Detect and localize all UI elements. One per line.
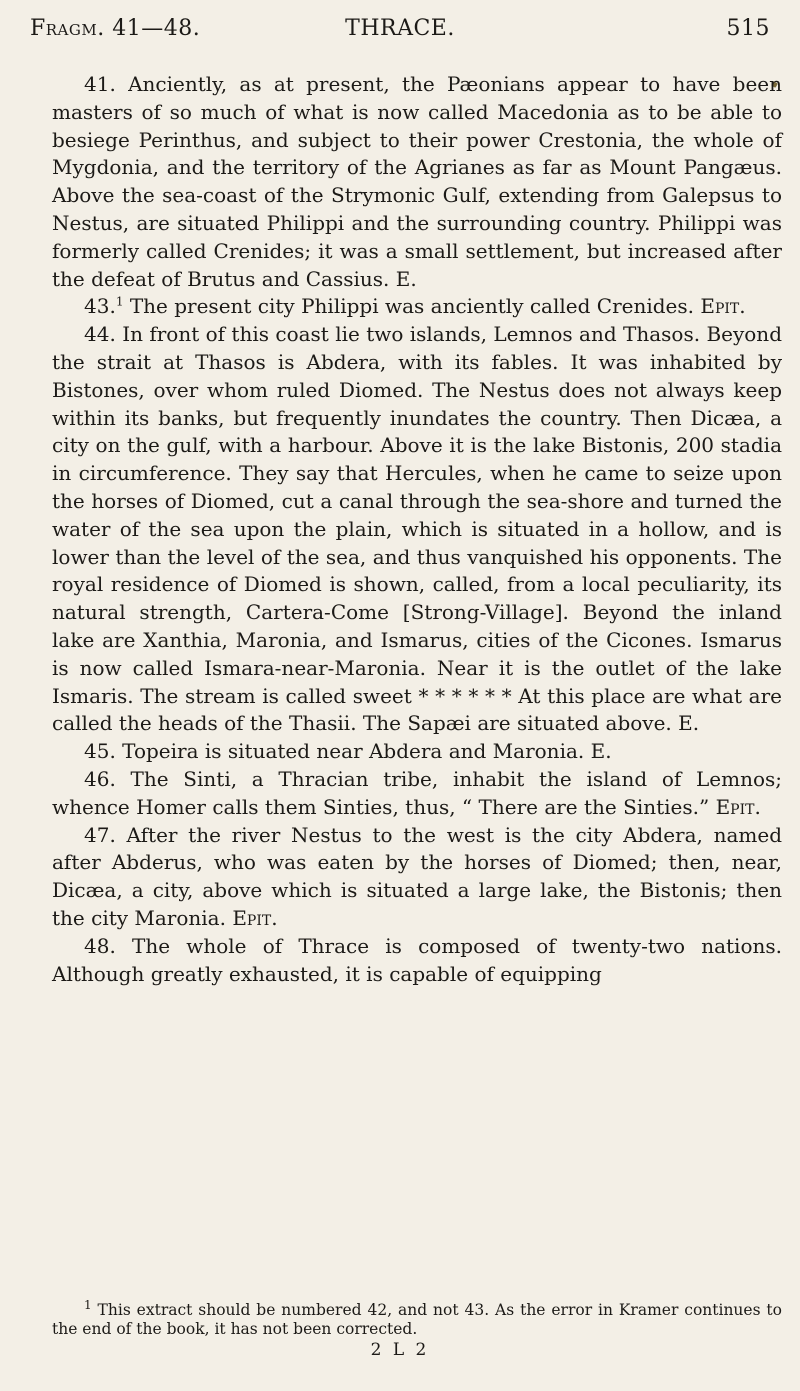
paragraph-number: 47. [84, 822, 116, 847]
paragraph-number: 43. [84, 294, 116, 319]
paragraph-text: The Sinti, a Thracian tribe, inhabit the island of Lemnos; whence Homer calls them Sinties, thus, “ There are the Sinties.” [52, 766, 783, 819]
paragraph-number: 48. [84, 933, 116, 958]
epitome-tag: Epit. [715, 794, 761, 819]
paragraph-45 [52, 738, 782, 766]
footnote-marker: 1 [84, 1297, 92, 1312]
paragraph-text: The present city Philippi was anciently called Crenides. [129, 294, 695, 319]
paragraph-48 [52, 933, 782, 989]
epitome-tag: Epit. [700, 294, 746, 319]
paragraph-number: 44. [84, 322, 116, 347]
paragraph-text: The whole of Thrace is composed of twenty-two nations. Although greatly exhausted, it is capable of equipping [52, 933, 782, 986]
page-number: 515 [726, 16, 770, 41]
main-text [52, 71, 782, 988]
paragraph-46 [52, 766, 782, 822]
header-title: THRACE. [345, 16, 455, 41]
footnote-reference: 1 [115, 294, 124, 309]
paragraph-number: 46. [84, 766, 116, 791]
paragraph-text: Topeira is situated near Abdera and Maronia. E. [122, 739, 612, 764]
signature-mark: 2 L 2 [370, 1340, 430, 1360]
header-fragment-range: Fragm. 41—48. [30, 16, 201, 41]
footnote [52, 1297, 782, 1339]
paragraph-number: 45. [84, 739, 116, 764]
paragraph-47 [52, 822, 782, 933]
paragraph-text: Anciently, as at present, the Pæonians appear to have been masters of so much of what is now called Macedonia as to be able to besiege Perinthus, and subject to their power Crestonia, the whole of Mygdonia, and the territory of the Agrianes as far as Mount Pangæus. Above the sea-coast of the Strymonic Gulf, extending from Galepsus to Nestus, are situated Philippi and the surrounding country. Philippi was formerly called Crenides; it was a small settlement, but increased after the defeat of Brutus and Cassius. E. [52, 72, 783, 291]
epitome-tag: Epit. [232, 905, 278, 930]
paragraph-44 [52, 321, 782, 738]
paragraph-43 [52, 293, 782, 321]
paragraph-text: After the river Nestus to the west is the city Abdera, named after Abderus, who was eaten by the horses of Diomed; then, near, Dicæa, a city, above which is situated a large lake, the Bistonis; then the city Maronia. [52, 822, 783, 930]
paragraph-text: In front of this coast lie two islands, Lemnos and Thasos. Beyond the strait at Thasos is Abdera, with its fables. It was inhabited by Bistones, over whom ruled Diomed. The Nestus does not always keep within its banks, but frequently inundates the country. Then Dicæa, a city on the gulf, with a harbour. Above it is the lake Bistonis, 200 stadia in circumference. They say that Hercules, when he came to seize upon the horses of Diomed, cut a canal through the sea-shore and turned the water of the sea upon the plain, which is situated in a hollow, and is lower than the level of the sea, and thus vanquished his opponents. The royal residence of Diomed is shown, called, from a local peculiarity, its natural strength, Cartera-Come [Strong-Village]. Beyond the inland lake are Xanthia, Maronia, and Ismarus, cities of the Cicones. Ismarus is now called Ismara-near-Maronia. Near it is the outlet of the lake Ismaris. The stream is called sweet * * * * * * At this place are what are called the heads of the Thasii. The Sapæi are situated above. E. [52, 322, 782, 736]
footnote-text: This extract should be numbered 42, and not 43. As the error in Kramer continues to the end of the book, it has not been corrected. [52, 1301, 782, 1338]
paragraph-41 [52, 71, 782, 293]
running-header [30, 16, 770, 56]
paragraph-number: 41. [84, 72, 116, 96]
